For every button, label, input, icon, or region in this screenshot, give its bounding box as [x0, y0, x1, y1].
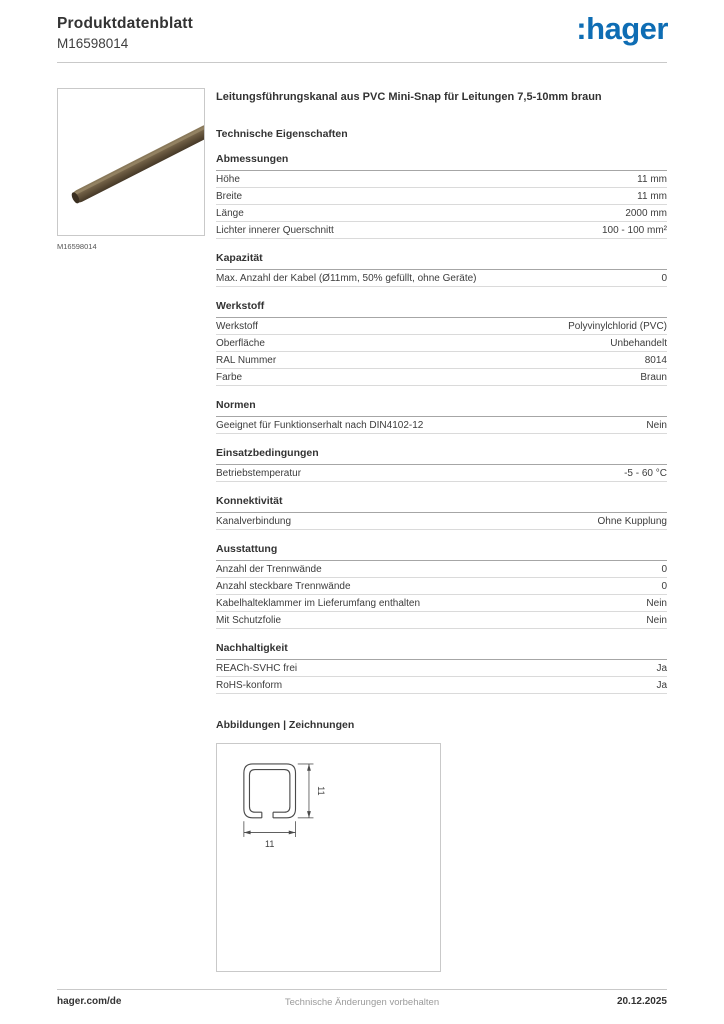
profile-drawing — [228, 755, 363, 865]
spec-section — [216, 252, 667, 287]
spec-label: RAL Nummer — [216, 354, 277, 366]
spec-label: Anzahl der Trennwände — [216, 563, 322, 575]
spec-value: Ohne Kupplung — [597, 515, 667, 527]
spec-label: Farbe — [216, 371, 243, 383]
content — [57, 88, 667, 972]
spec-label: Oberfläche — [216, 337, 265, 349]
spec-value: Nein — [646, 614, 667, 626]
width-dimension-label: 11 — [265, 838, 275, 849]
spec-section-title: Kapazität — [216, 252, 667, 270]
spec-value: Unbehandelt — [610, 337, 667, 349]
spec-value: 11 mm — [637, 190, 667, 202]
spec-section — [216, 543, 667, 629]
spec-row — [216, 612, 667, 629]
spec-row — [216, 595, 667, 612]
spec-label: Kanalverbindung — [216, 515, 292, 527]
spec-value: Braun — [640, 371, 667, 383]
spec-section — [216, 495, 667, 530]
spec-label: Höhe — [216, 173, 240, 185]
spec-label: Betriebstemperatur — [216, 467, 302, 479]
spec-section — [216, 642, 667, 694]
spec-section — [216, 153, 667, 239]
hager-logo: :hager — [576, 11, 668, 46]
spec-row — [216, 369, 667, 386]
spec-value: -5 - 60 °C — [624, 467, 667, 479]
spec-section-title: Ausstattung — [216, 543, 667, 561]
spec-value: Ja — [656, 662, 667, 674]
spec-value: Ja — [656, 679, 667, 691]
technical-drawing — [216, 743, 441, 972]
spec-value: 0 — [661, 272, 667, 284]
drawings-heading: Abbildungen | Zeichnungen — [216, 718, 355, 731]
spec-label: Mit Schutzfolie — [216, 614, 282, 626]
spec-label: Max. Anzahl der Kabel (Ø11mm, 50% gefüllt, ohne Geräte) — [216, 272, 477, 284]
spec-label: Breite — [216, 190, 243, 202]
spec-row — [216, 188, 667, 205]
page-title: Produktdatenblatt — [57, 15, 194, 32]
height-dimension-label: 11 — [315, 786, 326, 796]
spec-row — [216, 417, 667, 434]
header-divider — [57, 62, 667, 63]
spec-value: 100 - 100 mm² — [601, 224, 667, 236]
product-photo-graphic — [58, 89, 204, 235]
spec-row — [216, 318, 667, 335]
spec-row — [216, 578, 667, 595]
spec-row — [216, 561, 667, 578]
product-image-column — [57, 88, 205, 251]
product-image-caption: M16598014 — [57, 242, 97, 251]
spec-label: Geeignet für Funktionserhalt nach DIN4102-12 — [216, 419, 424, 431]
spec-label: Kabelhalteklammer im Lieferumfang enthalten — [216, 597, 420, 609]
spec-value: 2000 mm — [625, 207, 667, 219]
spec-value: 11 mm — [637, 173, 667, 185]
spec-row — [216, 335, 667, 352]
spec-value: Nein — [646, 597, 667, 609]
spec-section-title: Werkstoff — [216, 300, 667, 318]
spec-column — [216, 88, 667, 972]
spec-value: Nein — [646, 419, 667, 431]
spec-row — [216, 270, 667, 287]
footer — [57, 989, 667, 1008]
spec-section-title: Konnektivität — [216, 495, 667, 513]
spec-row — [216, 660, 667, 677]
spec-value: Polyvinylchlorid (PVC) — [568, 320, 667, 332]
spec-row — [216, 171, 667, 188]
spec-value: 0 — [661, 563, 667, 575]
spec-row — [216, 465, 667, 482]
spec-section-title: Einsatzbedingungen — [216, 447, 667, 465]
footer-date: 20.12.2025 — [616, 996, 667, 1007]
spec-row — [216, 222, 667, 239]
footer-note: Technische Änderungen vorbehalten — [284, 997, 440, 1008]
spec-label: Lichter innerer Querschnitt — [216, 224, 334, 236]
footer-url[interactable]: hager.com/de — [57, 996, 122, 1007]
spec-row — [216, 513, 667, 530]
spec-row — [216, 677, 667, 694]
spec-row — [216, 352, 667, 369]
product-image — [57, 88, 205, 236]
spec-section — [216, 447, 667, 482]
spec-sections — [216, 153, 667, 694]
spec-row — [216, 205, 667, 222]
spec-section — [216, 399, 667, 434]
spec-label: REACh-SVHC frei — [216, 662, 298, 674]
spec-label: RoHS-konform — [216, 679, 283, 691]
spec-label: Länge — [216, 207, 244, 219]
spec-value: 0 — [661, 580, 667, 592]
spec-section — [216, 300, 667, 386]
spec-value: 8014 — [644, 354, 667, 366]
header — [57, 15, 193, 51]
spec-label: Anzahl steckbare Trennwände — [216, 580, 351, 592]
tech-properties-heading: Technische Eigenschaften — [216, 127, 348, 140]
spec-section-title: Normen — [216, 399, 667, 417]
spec-section-title: Nachhaltigkeit — [216, 642, 667, 660]
product-id: M16598014 — [57, 36, 129, 51]
product-title: Leitungsführungskanal aus PVC Mini-Snap für Leitungen 7,5-10mm braun — [216, 91, 602, 103]
spec-label: Werkstoff — [216, 320, 258, 332]
spec-section-title: Abmessungen — [216, 153, 667, 171]
